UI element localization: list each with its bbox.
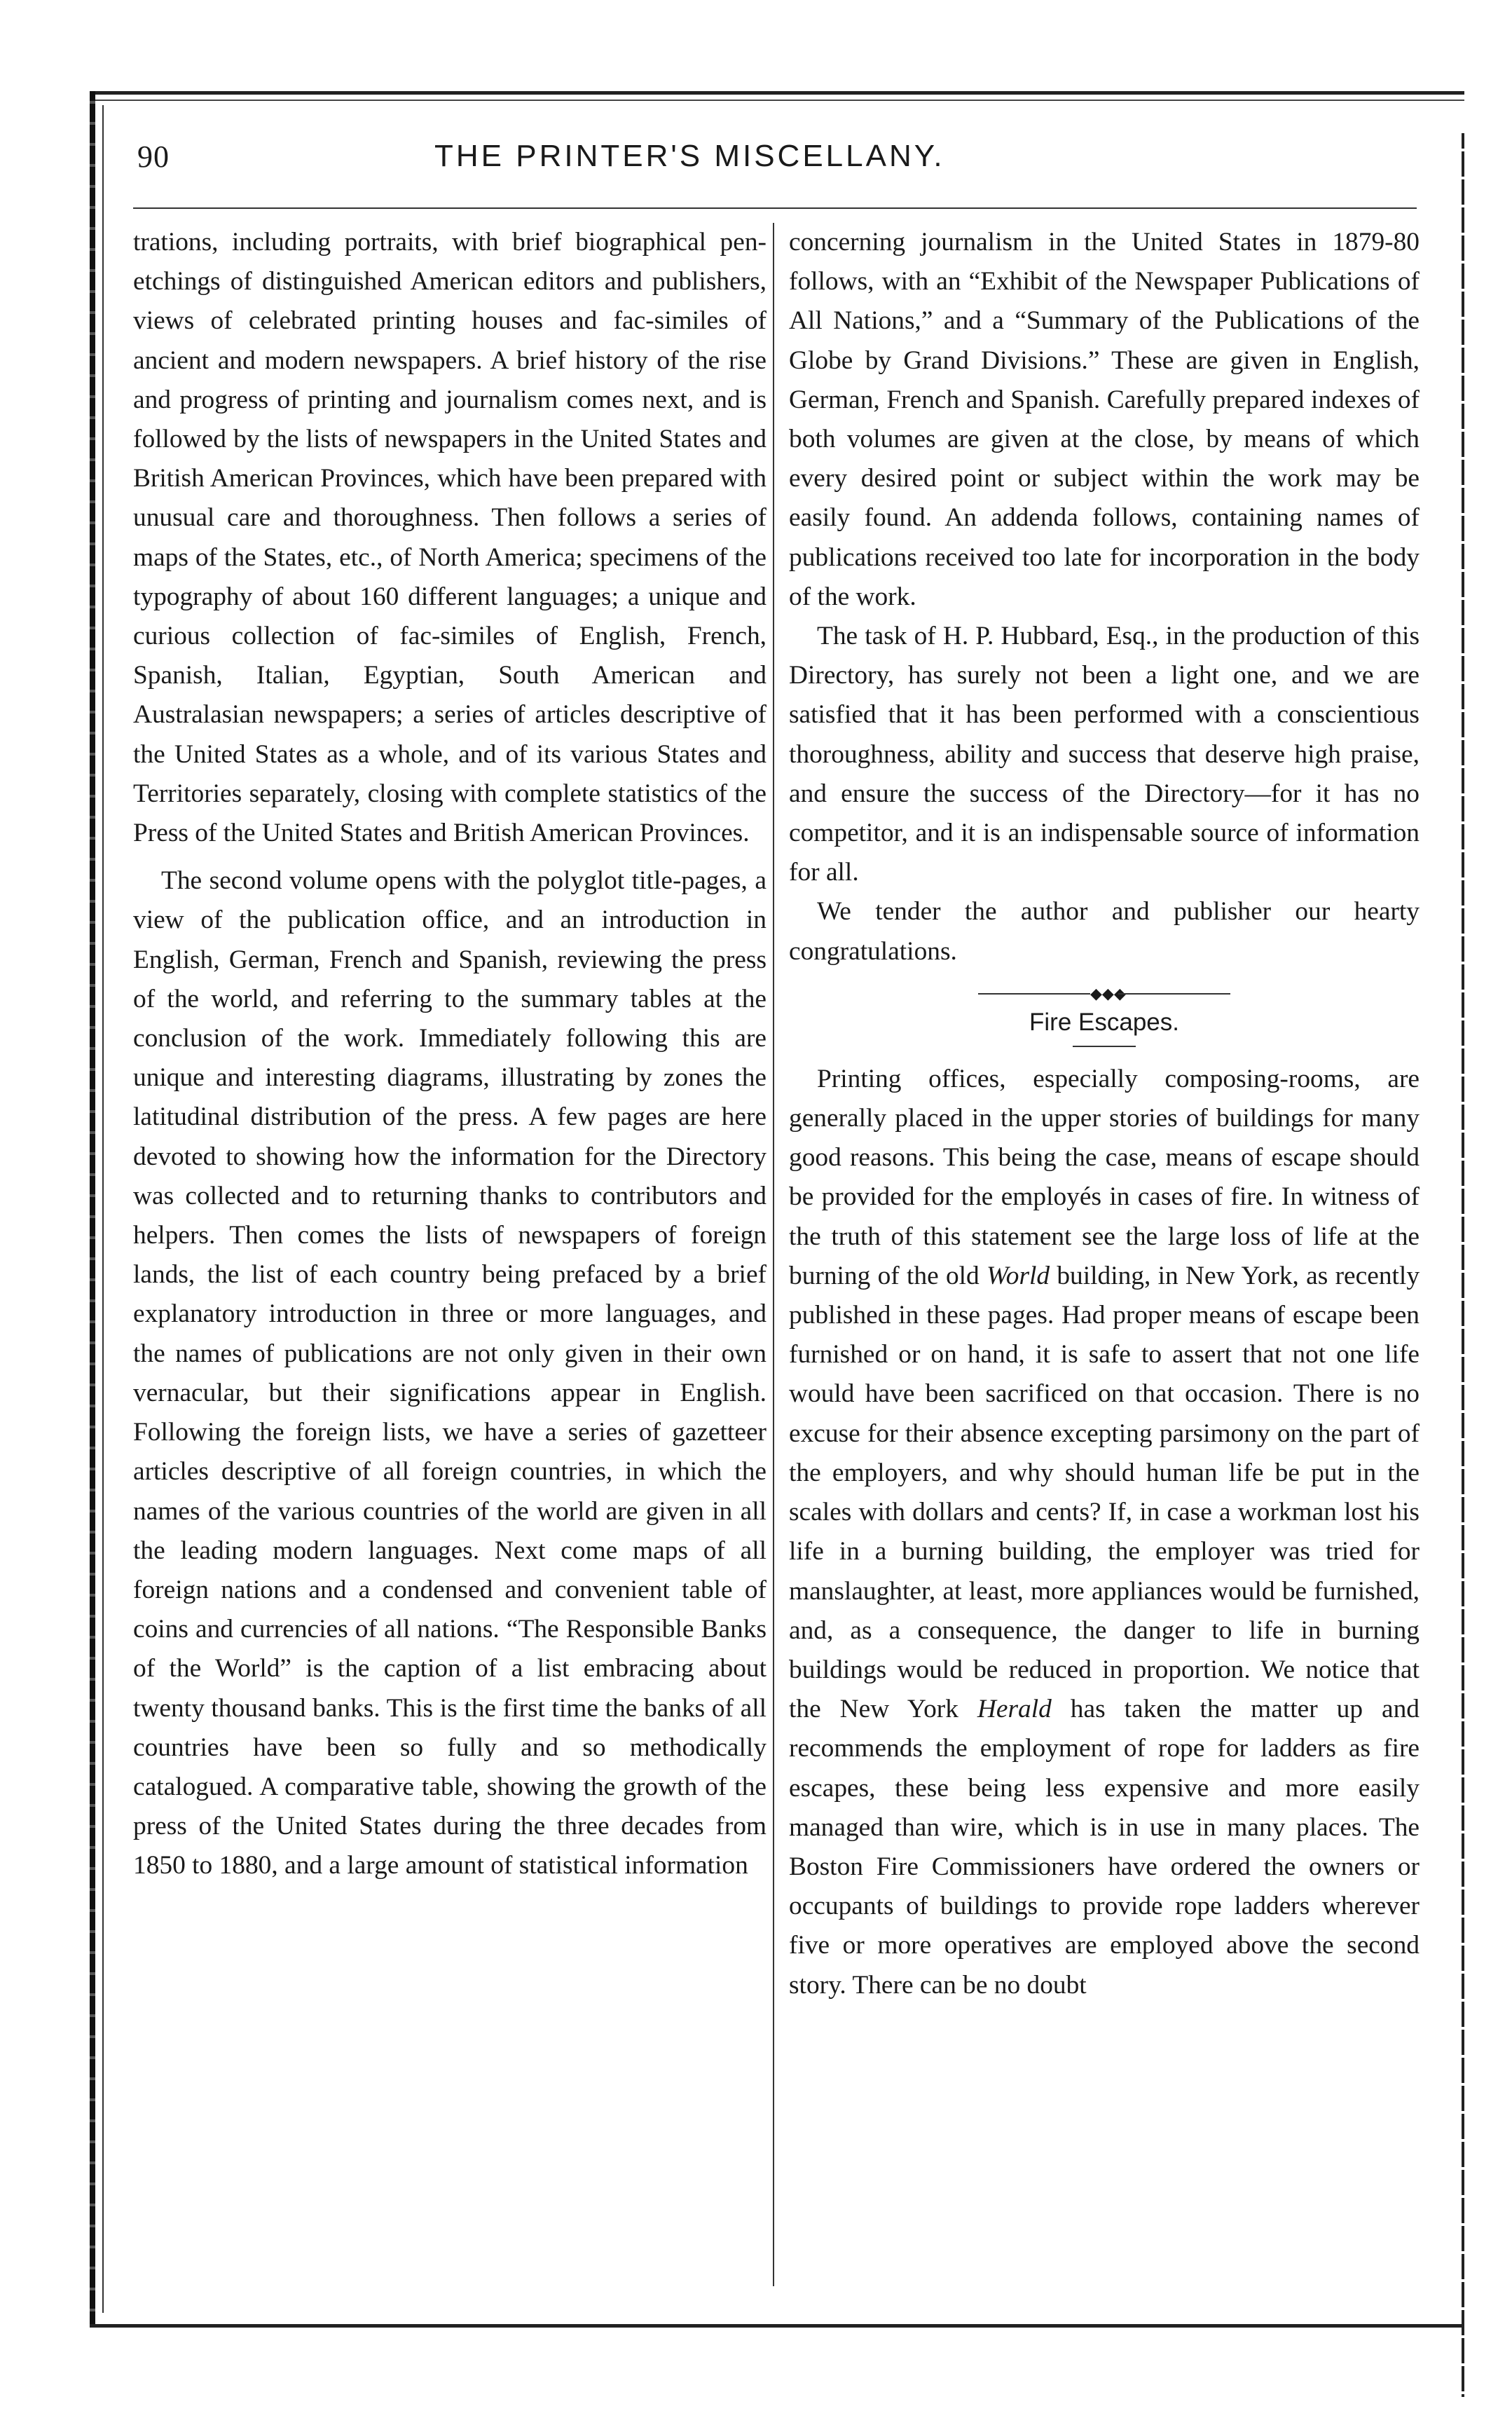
italic-herald: Herald	[977, 1695, 1052, 1724]
column-divider	[773, 223, 774, 2286]
page-frame-left-inner-rule	[102, 105, 104, 2313]
left-paragraph-1: trations, including portraits, with brief biographical pen-etchings of distinguished American editors and publishers, views of celebrated printing houses and fac-similes of ancient and modern newspapers. A brief history of the rise and progress of printing and journalism comes next, and is followed by the lists of newspapers in the United States and British American Provinces, which have been prepared with unusual care and thoroughness. Then follows a series of maps of the States, etc., of North America; specimens of the typography of about 160 different languages; a unique and curious collection of fac-similes of English, French, Spanish, Italian, Egyptian, South American and Australasian newspapers; a series of articles descriptive of the United States as a whole, and of its various States and Territories separately, closing with complete statistics of the Press of the United States and British American Provinces.	[133, 228, 767, 848]
page-frame-top-rule	[90, 91, 1464, 95]
page-frame-right-border	[1462, 133, 1464, 2397]
right-column	[789, 223, 1420, 2005]
left-column	[133, 223, 767, 1886]
page-frame-left-border	[90, 91, 95, 2327]
right-paragraph-1: concerning journalism in the United States in 1879-80 follows, with an “Exhibit of the Newspaper Publications of All Nations,” and a “Summary of the Publications of the Globe by Grand Divisions.” These are given in English, German, French and Spanish. Carefully prepared indexes of both volumes are given at the close, by means of which every desired point or subject within the work may be easily found. An addenda follows, containing names of publications received too late for incorporation in the body of the work.	[789, 228, 1420, 611]
section-divider-ornament: ◆◆◆	[978, 987, 1230, 1001]
paragraph-4-text-a: Printing offices, especially composing-rooms, are generally placed in the upper stories of buildings for many good reasons. This being the case, means of escape should be provided for the employés in cases of fire. In witness of the truth of this statement see the large loss of life at the burning of the old	[789, 1064, 1420, 1290]
running-title: THE PRINTER'S MISCELLANY.	[434, 139, 945, 173]
page-frame-bottom-rule	[90, 2324, 1464, 2328]
header-rule	[133, 207, 1417, 209]
paragraph-4-text-c: has taken the matter up and recommends the employment of rope for ladders as fire escapes, these being less expensive and more easily managed than wire, which is in use in many places. The Boston Fire Commissioners have ordered the owners or occupants of buildings to provide rope ladders wherever five or more operatives are employed above the second story. There can be no doubt	[789, 1695, 1420, 2000]
heading-underline-rule	[1073, 1046, 1136, 1047]
right-paragraph-3: We tender the author and publisher our hearty congratulations.	[789, 897, 1420, 966]
page-number: 90	[137, 139, 170, 174]
right-paragraph-4	[789, 1060, 1420, 2005]
paragraph-4-text-b: building, in New York, as recently published in these pages. Had proper means of escape been furnished or on hand, it is safe to assert that not one life would have been sacrificed on that occasion. There is no excuse for their absence excepting parsimony on the part of the employers, and why should human life be put in the scales with dollars and cents? If, in case a workman lost his life in a burning building, the employer was tried for manslaughter, at least, more appliances would be furnished, and, as a consequence, the danger to life in burning buildings would be reduced in proportion. We notice that the New York	[789, 1261, 1420, 1724]
page-frame-top-inner-rule	[90, 100, 1464, 101]
right-paragraph-2: The task of H. P. Hubbard, Esq., in the production of this Directory, has surely not been a light one, and we are satisfied that it has been performed with a conscientious thoroughness, ability and success that deserve high praise, and ensure the success of the Directory—for it has no competitor, and it is an indispensable source of information for all.	[789, 622, 1420, 887]
left-paragraph-2: The second volume opens with the polyglot title-pages, a view of the publication office, and an introduction in English, German, French and Spanish, reviewing the press of the world, and referring to the summary tables at the conclusion of the work. Immediately following this are unique and interesting diagrams, illustrating by zones the latitudinal distribution of the press. A few pages are here devoted to showing how the information for the Directory was collected and to returning thanks to contributors and helpers. Then comes the lists of newspapers of foreign lands, the list of each country being prefaced by a brief explanatory introduction in three or more languages, and the names of publications are not only given in their own vernacular, but their significations appear in English. Following the foreign lists, we have a series of gazetteer articles descriptive of all foreign countries, in which the names of the various countries of the world are given in all the leading modern languages. Next come maps of all foreign nations and a condensed and convenient table of coins and currencies of all nations. “The Responsible Banks of the World” is the caption of a list embracing about twenty thousand banks. This is the first time the banks of all countries have been so fully and so methodically catalogued. A comparative table, showing the growth of the press of the United States during the three decades from 1850 to 1880, and a large amount of statistical information	[133, 866, 767, 1880]
section-heading-fire-escapes: Fire Escapes.	[1029, 1008, 1179, 1036]
italic-world: World	[987, 1261, 1050, 1290]
